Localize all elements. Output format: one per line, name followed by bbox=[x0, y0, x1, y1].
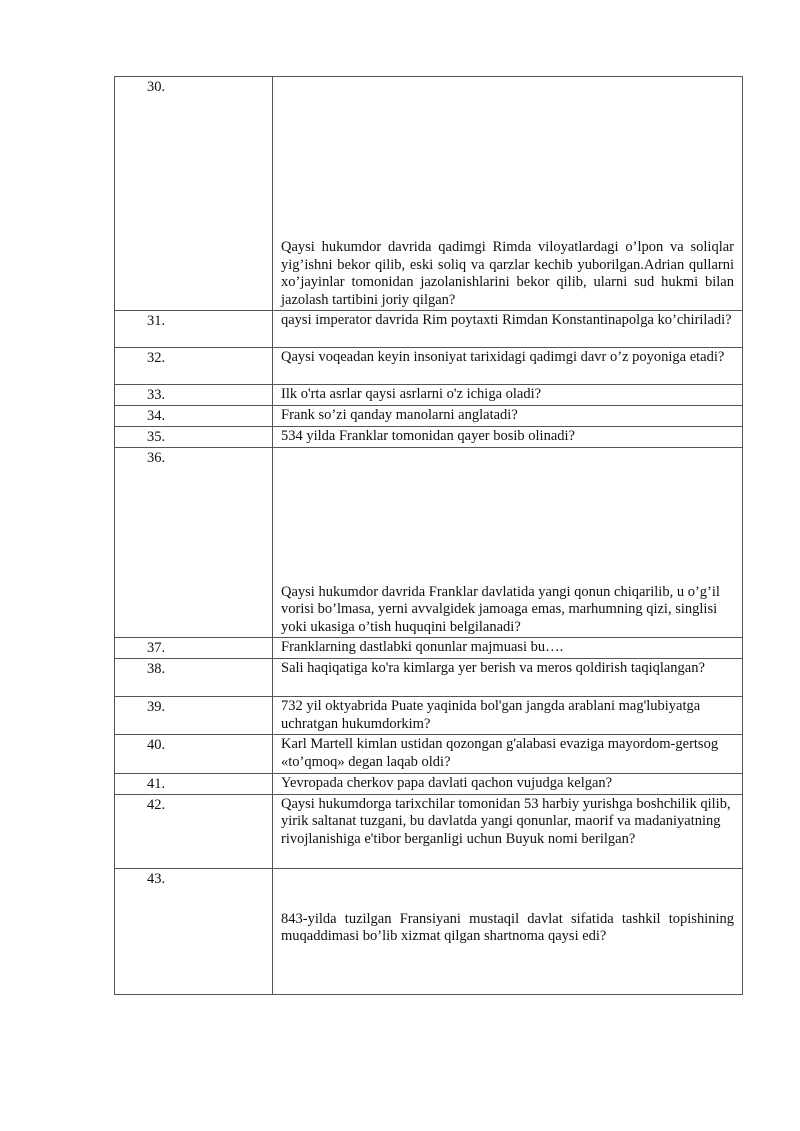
table-row bbox=[115, 638, 743, 659]
question-cell bbox=[273, 385, 743, 406]
row-number: 38. bbox=[147, 661, 166, 677]
table-row bbox=[115, 794, 743, 868]
row-number-cell bbox=[115, 385, 273, 406]
question-cell bbox=[273, 638, 743, 659]
row-number-cell bbox=[115, 735, 273, 774]
question-text: qaysi imperator davrida Rim poytaxti Rimdan Konstantinapolga ko’chiriladi? bbox=[281, 312, 732, 328]
question-text: Franklarning dastlabki qonunlar majmuasi bu…. bbox=[281, 639, 564, 655]
question-text: Yevropada cherkov papa davlati qachon vujudga kelgan? bbox=[281, 775, 613, 791]
table-row bbox=[115, 697, 743, 735]
table-row bbox=[115, 735, 743, 774]
row-number: 41. bbox=[147, 776, 166, 792]
row-number: 34. bbox=[147, 408, 166, 424]
question-cell bbox=[273, 659, 743, 697]
question-cell bbox=[273, 697, 743, 735]
question-text: Frank so’zi qanday manolarni anglatadi? bbox=[281, 407, 518, 423]
row-number: 31. bbox=[147, 313, 166, 329]
question-text: Karl Martell kimlan ustidan qozongan g'alabasi evaziga mayordom-gertsog «to’qmoq» degan laqab oldi? bbox=[281, 736, 719, 770]
table-row bbox=[115, 659, 743, 697]
table-row bbox=[115, 774, 743, 795]
table-row bbox=[115, 427, 743, 448]
row-number-cell bbox=[115, 311, 273, 348]
question-cell bbox=[273, 427, 743, 448]
question-cell bbox=[273, 774, 743, 795]
question-cell bbox=[273, 348, 743, 385]
question-text: Qaysi hukumdor davrida Franklar davlatida yangi qonun chiqarilib, u o’g’il vorisi bo’lmasa, yerni avvalgidek jamoaga emas, marhumning qizi, singlisi yoki ukasiga o’tish huquqini belgilanadi? bbox=[281, 583, 720, 635]
table-row bbox=[115, 311, 743, 348]
row-number: 33. bbox=[147, 387, 166, 403]
row-number: 36. bbox=[147, 450, 166, 466]
document-page bbox=[114, 76, 743, 995]
row-number-cell bbox=[115, 774, 273, 795]
row-number-cell bbox=[115, 348, 273, 385]
row-number-cell bbox=[115, 427, 273, 448]
row-number-cell bbox=[115, 448, 273, 638]
row-number: 42. bbox=[147, 796, 166, 813]
row-number-cell bbox=[115, 868, 273, 994]
question-cell bbox=[273, 868, 743, 994]
row-number-cell bbox=[115, 697, 273, 735]
question-cell bbox=[273, 735, 743, 774]
question-text: 534 yilda Franklar tomonidan qayer bosib olinadi? bbox=[281, 428, 575, 444]
table-row bbox=[115, 385, 743, 406]
row-number: 30. bbox=[147, 79, 166, 95]
row-number-cell bbox=[115, 794, 273, 868]
question-cell bbox=[273, 448, 743, 638]
table-row bbox=[115, 868, 743, 994]
question-text: Qaysi hukumdorga tarixchilar tomonidan 53 harbiy yurishga boshchilik qilib, yirik saltanat tuzgani, bu davlatda yangi qonunlar, maorif va madaniyatning rivojlanishiga e'tibor berganligi uchun Buyuk nomi berilgan? bbox=[281, 795, 731, 847]
question-text: Ilk o'rta asrlar qaysi asrlarni o'z ichiga oladi? bbox=[281, 386, 542, 402]
row-number: 40. bbox=[147, 737, 166, 753]
question-text: Qaysi hukumdor davrida qadimgi Rimda viloyatlardagi o’lpon va soliqlar yig’ishni bekor qilib, eski soliq va qarzlar kechib yuborilgan.Adrian qullarni xo’jayinlar tomonidan jazolanishlarini bekor qilib, ularni sud hukmi bilan jazolash tartibini joriy qilgan? bbox=[281, 239, 734, 308]
question-text: 843-yilda tuzilgan Fransiyani mustaqil davlat sifatida tashkil topishining muqaddimasi bo’lib xizmat qilgan shartnoma qaysi edi? bbox=[281, 910, 734, 944]
question-cell bbox=[273, 77, 743, 311]
table-row bbox=[115, 448, 743, 638]
table-row bbox=[115, 77, 743, 311]
row-number-cell bbox=[115, 659, 273, 697]
row-number-cell bbox=[115, 638, 273, 659]
row-number: 35. bbox=[147, 429, 166, 445]
row-number: 37. bbox=[147, 640, 166, 656]
questions-table bbox=[114, 76, 743, 995]
question-text: Sali haqiqatiga ko'ra kimlarga yer berish va meros qoldirish taqiqlangan? bbox=[281, 660, 705, 676]
table-row bbox=[115, 406, 743, 427]
row-number: 43. bbox=[147, 870, 166, 887]
question-text: 732 yil oktyabrida Puate yaqinida bol'gan jangda arablani mag'lubiyatga uchratgan hukumdorkim? bbox=[281, 698, 701, 732]
row-number: 39. bbox=[147, 699, 166, 715]
question-cell bbox=[273, 794, 743, 868]
row-number-cell bbox=[115, 77, 273, 311]
table-row bbox=[115, 348, 743, 385]
question-cell bbox=[273, 311, 743, 348]
row-number-cell bbox=[115, 406, 273, 427]
row-number: 32. bbox=[147, 350, 166, 366]
question-cell bbox=[273, 406, 743, 427]
question-text: Qaysi voqeadan keyin insoniyat tarixidagi qadimgi davr o’z poyoniga etadi? bbox=[281, 349, 725, 365]
